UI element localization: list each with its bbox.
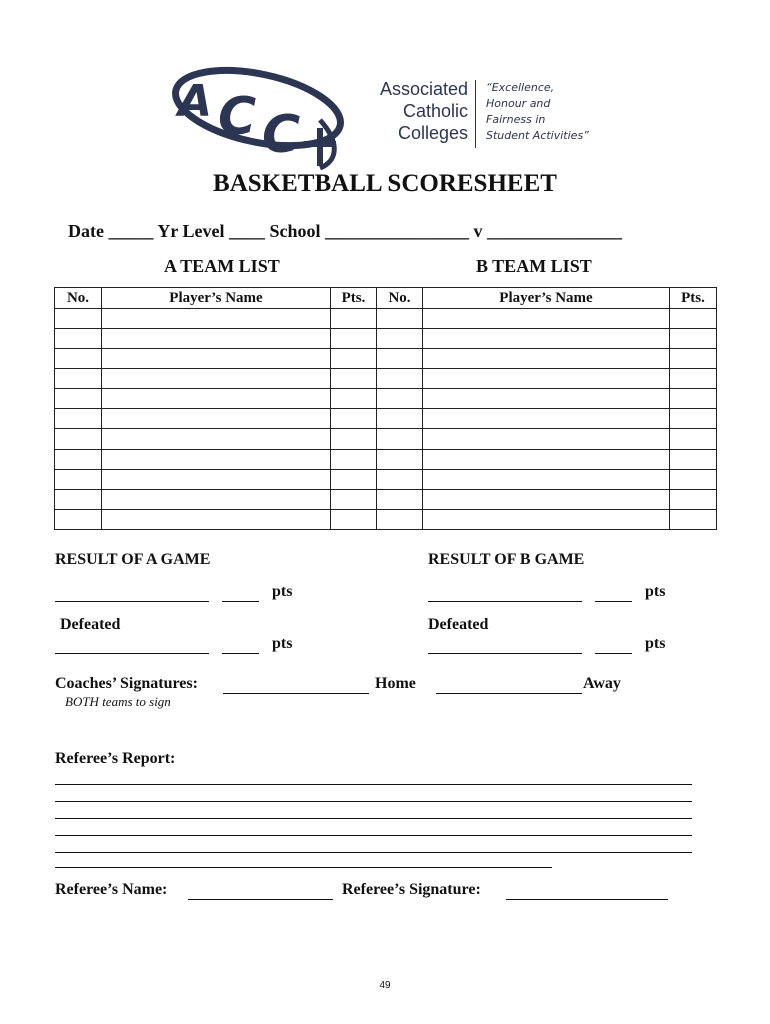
a-loser-score-line[interactable] bbox=[222, 652, 259, 654]
svg-text:A: A bbox=[178, 76, 213, 127]
a-player-name-cell[interactable] bbox=[102, 509, 331, 529]
a-pts-cell[interactable] bbox=[331, 369, 377, 389]
table-row bbox=[55, 389, 717, 409]
result-b-heading: RESULT OF B GAME bbox=[428, 551, 585, 568]
referee-name-label: Referee’s Name: bbox=[55, 881, 168, 898]
motto-line: Honour and bbox=[486, 97, 551, 110]
a-winner-line[interactable] bbox=[55, 600, 209, 602]
b-player-name-cell[interactable] bbox=[423, 489, 670, 509]
b-no-cell[interactable] bbox=[377, 349, 423, 369]
motto-line: Student Activities” bbox=[486, 129, 589, 142]
b-player-name-cell[interactable] bbox=[423, 369, 670, 389]
a-player-name-cell[interactable] bbox=[102, 349, 331, 369]
a-winner-pts-label: pts bbox=[272, 583, 293, 600]
a-no-cell[interactable] bbox=[55, 349, 102, 369]
a-player-name-cell[interactable] bbox=[102, 389, 331, 409]
a-loser-line[interactable] bbox=[55, 652, 209, 654]
referee-name-line[interactable] bbox=[188, 898, 333, 900]
report-line[interactable] bbox=[55, 801, 692, 802]
a-player-name-cell[interactable] bbox=[102, 329, 331, 349]
a-no-cell[interactable] bbox=[55, 449, 102, 469]
org-name-line: Associated bbox=[379, 79, 468, 99]
org-name bbox=[358, 78, 468, 144]
org-name-line: Colleges bbox=[397, 123, 468, 143]
b-no-cell[interactable] bbox=[377, 369, 423, 389]
a-pts-cell[interactable] bbox=[331, 329, 377, 349]
referee-report-label: Referee’s Report: bbox=[55, 750, 176, 767]
a-no-cell[interactable] bbox=[55, 389, 102, 409]
b-winner-score-line[interactable] bbox=[595, 600, 632, 602]
b-pts-cell[interactable] bbox=[670, 509, 717, 529]
svg-text:C: C bbox=[218, 87, 257, 147]
b-player-name-cell[interactable] bbox=[423, 309, 670, 329]
b-player-name-header: Player’s Name bbox=[423, 288, 670, 309]
motto-line: Fairness in bbox=[486, 113, 546, 126]
table-row bbox=[55, 329, 717, 349]
report-line[interactable] bbox=[55, 835, 692, 836]
a-player-name-cell[interactable] bbox=[102, 489, 331, 509]
b-player-name-cell[interactable] bbox=[423, 389, 670, 409]
b-no-cell[interactable] bbox=[377, 409, 423, 429]
opponent-field[interactable]: v _______________ bbox=[473, 221, 622, 241]
b-pts-cell[interactable] bbox=[670, 489, 717, 509]
table-row bbox=[55, 489, 717, 509]
b-player-name-cell[interactable] bbox=[423, 409, 670, 429]
table-header-row bbox=[55, 288, 717, 309]
b-pts-cell[interactable] bbox=[670, 409, 717, 429]
b-pts-cell[interactable] bbox=[670, 369, 717, 389]
a-no-cell[interactable] bbox=[55, 309, 102, 329]
org-name-line: Catholic bbox=[402, 101, 468, 121]
motto-line: “Excellence, bbox=[486, 81, 555, 94]
b-loser-pts-label: pts bbox=[645, 635, 666, 652]
table-row bbox=[55, 429, 717, 449]
team-list-table bbox=[54, 287, 717, 530]
a-pts-cell[interactable] bbox=[331, 409, 377, 429]
b-pts-cell[interactable] bbox=[670, 349, 717, 369]
b-team-heading: B TEAM LIST bbox=[476, 256, 592, 276]
svg-text:C: C bbox=[262, 105, 301, 165]
a-no-header: No. bbox=[55, 288, 102, 309]
b-no-cell[interactable] bbox=[377, 329, 423, 349]
a-no-cell[interactable] bbox=[55, 489, 102, 509]
b-player-name-cell[interactable] bbox=[423, 429, 670, 449]
a-no-cell[interactable] bbox=[55, 429, 102, 449]
report-line[interactable] bbox=[55, 852, 692, 853]
table-row bbox=[55, 409, 717, 429]
table-row bbox=[55, 449, 717, 469]
b-pts-cell[interactable] bbox=[670, 389, 717, 409]
table-row bbox=[55, 469, 717, 489]
a-team-heading: A TEAM LIST bbox=[164, 256, 280, 276]
away-label: Away bbox=[583, 675, 621, 692]
a-player-name-cell[interactable] bbox=[102, 469, 331, 489]
b-winner-pts-label: pts bbox=[645, 583, 666, 600]
logo-divider bbox=[475, 80, 476, 148]
result-a-heading: RESULT OF A GAME bbox=[55, 551, 211, 568]
both-teams-note: BOTH teams to sign bbox=[65, 694, 171, 709]
a-pts-cell[interactable] bbox=[331, 309, 377, 329]
b-player-name-cell[interactable] bbox=[423, 469, 670, 489]
b-pts-cell[interactable] bbox=[670, 449, 717, 469]
a-player-name-cell[interactable] bbox=[102, 449, 331, 469]
date-field[interactable]: Date _____ bbox=[68, 221, 154, 241]
away-coach-signature-line[interactable] bbox=[436, 692, 582, 694]
b-loser-score-line[interactable] bbox=[595, 652, 632, 654]
b-pts-header: Pts. bbox=[670, 288, 717, 309]
referee-signature-label: Referee’s Signature: bbox=[342, 881, 481, 898]
a-pts-cell[interactable] bbox=[331, 509, 377, 529]
page-number: 49 bbox=[379, 980, 391, 991]
a-pts-cell[interactable] bbox=[331, 449, 377, 469]
b-no-cell[interactable] bbox=[377, 509, 423, 529]
a-no-cell[interactable] bbox=[55, 409, 102, 429]
a-pts-header: Pts. bbox=[331, 288, 377, 309]
a-no-cell[interactable] bbox=[55, 369, 102, 389]
a-player-name-cell[interactable] bbox=[102, 369, 331, 389]
b-pts-cell[interactable] bbox=[670, 429, 717, 449]
date-line bbox=[68, 221, 622, 242]
a-player-name-header: Player’s Name bbox=[102, 288, 331, 309]
report-line[interactable] bbox=[55, 784, 692, 785]
a-pts-cell[interactable] bbox=[331, 349, 377, 369]
b-no-cell[interactable] bbox=[377, 469, 423, 489]
b-player-name-cell[interactable] bbox=[423, 449, 670, 469]
b-no-cell[interactable] bbox=[377, 449, 423, 469]
b-defeated-label: Defeated bbox=[428, 616, 489, 633]
b-no-cell[interactable] bbox=[377, 429, 423, 449]
b-no-cell[interactable] bbox=[377, 489, 423, 509]
a-pts-cell[interactable] bbox=[331, 489, 377, 509]
referee-signature-line[interactable] bbox=[506, 898, 668, 900]
a-winner-score-line[interactable] bbox=[222, 600, 259, 602]
a-pts-cell[interactable] bbox=[331, 469, 377, 489]
b-no-cell[interactable] bbox=[377, 389, 423, 409]
team-table-body bbox=[55, 309, 717, 530]
home-label: Home bbox=[375, 675, 416, 692]
b-player-name-cell[interactable] bbox=[423, 349, 670, 369]
a-no-cell[interactable] bbox=[55, 509, 102, 529]
a-no-cell[interactable] bbox=[55, 469, 102, 489]
a-pts-cell[interactable] bbox=[331, 389, 377, 409]
a-pts-cell[interactable] bbox=[331, 429, 377, 449]
report-line[interactable] bbox=[55, 818, 692, 819]
b-player-name-cell[interactable] bbox=[423, 329, 670, 349]
b-player-name-cell[interactable] bbox=[423, 509, 670, 529]
yr-level-field[interactable]: Yr Level ____ bbox=[157, 221, 265, 241]
b-pts-cell[interactable] bbox=[670, 309, 717, 329]
a-player-name-cell[interactable] bbox=[102, 309, 331, 329]
b-pts-cell[interactable] bbox=[670, 329, 717, 349]
table-row bbox=[55, 349, 717, 369]
a-no-cell[interactable] bbox=[55, 329, 102, 349]
page-title: BASKETBALL SCORESHEET bbox=[213, 170, 557, 197]
table-row bbox=[55, 369, 717, 389]
report-line[interactable] bbox=[55, 867, 552, 868]
b-winner-line[interactable] bbox=[428, 600, 582, 602]
school-field[interactable]: School ________________ bbox=[269, 221, 469, 241]
b-no-header: No. bbox=[377, 288, 423, 309]
a-player-name-cell[interactable] bbox=[102, 409, 331, 429]
b-no-cell[interactable] bbox=[377, 309, 423, 329]
b-loser-line[interactable] bbox=[428, 652, 582, 654]
b-pts-cell[interactable] bbox=[670, 469, 717, 489]
coaches-signatures-label: Coaches’ Signatures: bbox=[55, 675, 198, 692]
a-player-name-cell[interactable] bbox=[102, 429, 331, 449]
org-motto bbox=[486, 80, 616, 144]
home-coach-signature-line[interactable] bbox=[223, 692, 369, 694]
table-row bbox=[55, 509, 717, 529]
table-row bbox=[55, 309, 717, 329]
a-loser-pts-label: pts bbox=[272, 635, 293, 652]
a-defeated-label: Defeated bbox=[60, 616, 121, 633]
